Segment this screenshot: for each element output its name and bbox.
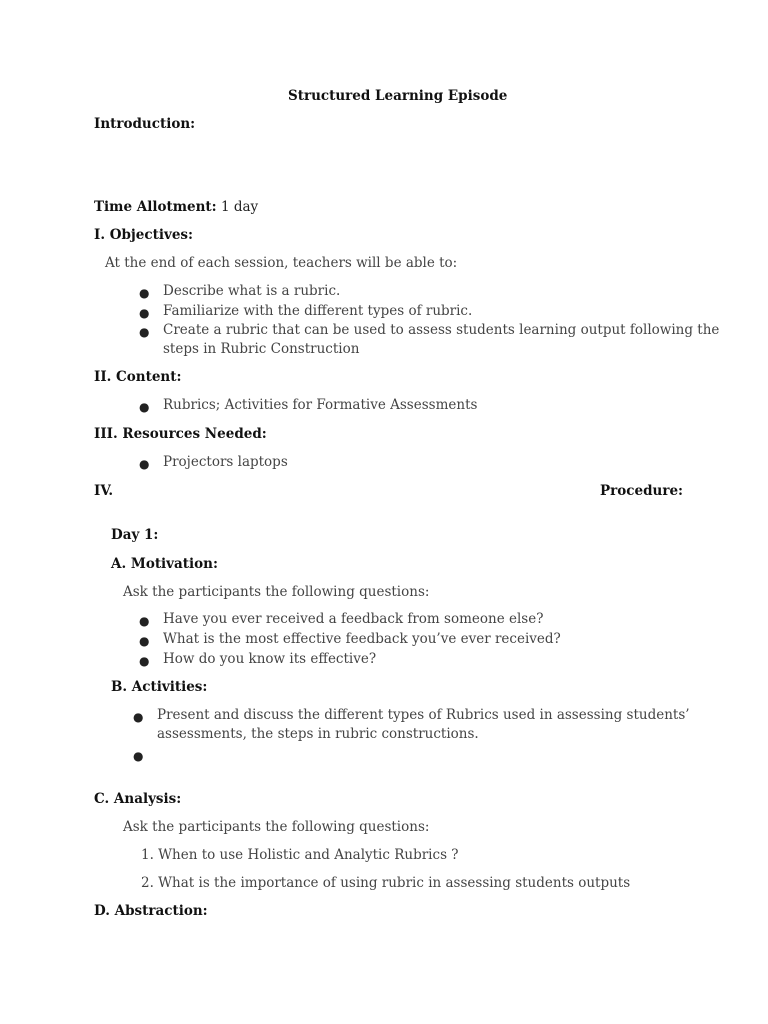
motivation-heading: A. Motivation:: [111, 556, 218, 572]
bullet-icon: ●: [139, 654, 150, 668]
bullet-icon: ●: [139, 634, 150, 648]
objectives-lead: At the end of each session, teachers will be able to:: [105, 255, 458, 271]
content-heading: II. Content:: [94, 369, 182, 385]
bullet-icon: ●: [139, 457, 150, 471]
time-allotment-value: 1 day: [220, 199, 259, 215]
list-item: Projectors laptops: [163, 454, 288, 470]
list-item: Have you ever received a feedback from someone else?: [163, 611, 544, 627]
day1-heading: Day 1:: [111, 527, 159, 543]
bullet-icon: ●: [139, 614, 150, 628]
resources-heading: III. Resources Needed:: [94, 426, 267, 442]
bullet-icon: ●: [133, 749, 144, 763]
motivation-lead: Ask the participants the following questions:: [123, 584, 430, 600]
bullet-icon: ●: [139, 286, 150, 300]
objectives-heading: I. Objectives:: [94, 227, 193, 243]
analysis-lead: Ask the participants the following questions:: [123, 819, 430, 835]
activities-heading: B. Activities:: [111, 679, 208, 695]
list-item: 2. What is the importance of using rubric in assessing students outputs: [141, 875, 631, 891]
list-item-continuation: steps in Rubric Construction: [163, 341, 360, 357]
list-item: Rubrics; Activities for Formative Assessments: [163, 397, 478, 413]
procedure-heading: Procedure:: [600, 483, 684, 499]
time-allotment-label: Time Allotment:: [94, 199, 217, 215]
activities-text-line-2: assessments, the steps in rubric constructions.: [157, 726, 479, 742]
procedure-number: IV.: [94, 483, 114, 499]
list-item: How do you know its effective?: [163, 651, 377, 667]
list-item: Describe what is a rubric.: [163, 283, 341, 299]
bullet-icon: ●: [139, 400, 150, 414]
analysis-heading: C. Analysis:: [94, 791, 182, 807]
list-item: 1. When to use Holistic and Analytic Rubrics ?: [141, 847, 459, 863]
list-item: Create a rubric that can be used to assess students learning output following the: [163, 322, 720, 338]
bullet-icon: ●: [139, 325, 150, 339]
abstraction-heading: D. Abstraction:: [94, 903, 208, 919]
bullet-icon: ●: [139, 306, 150, 320]
page-title: Structured Learning Episode: [288, 88, 508, 104]
activities-text-line-1: Present and discuss the different types of Rubrics used in assessing students’: [157, 707, 690, 723]
bullet-icon: ●: [133, 710, 144, 724]
introduction-heading: Introduction:: [94, 116, 196, 132]
list-item: Familiarize with the different types of rubric.: [163, 303, 473, 319]
time-allotment: [94, 199, 258, 215]
list-item: What is the most effective feedback you’ve ever received?: [163, 631, 561, 647]
